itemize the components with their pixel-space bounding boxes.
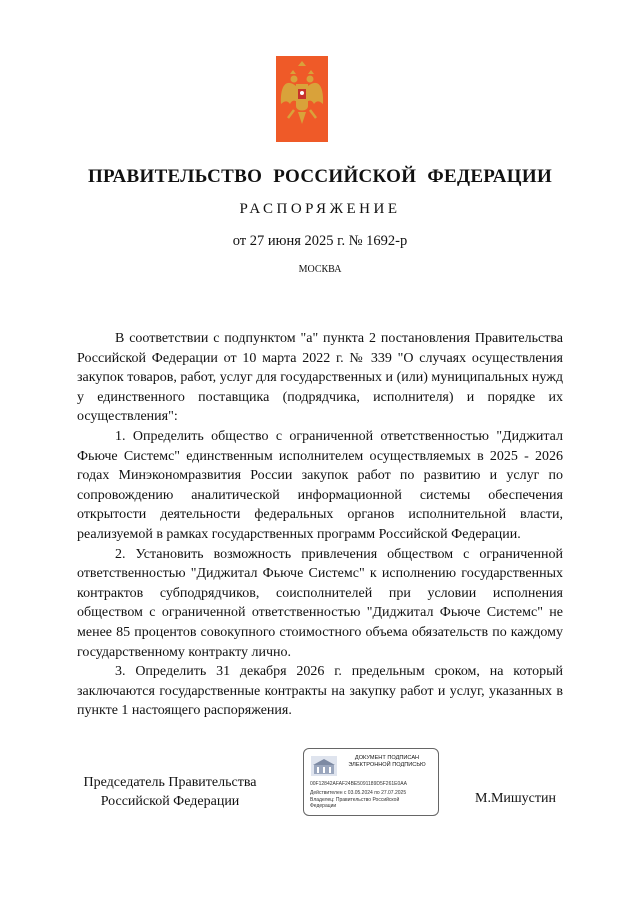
- government-title: ПРАВИТЕЛЬСТВО РОССИЙСКОЙ ФЕДЕРАЦИИ: [87, 166, 553, 187]
- stamp-title-line-1: ДОКУМЕНТ ПОДПИСАН: [354, 755, 420, 761]
- signatory-position-line-2: Российской Федерации: [100, 794, 240, 809]
- preamble-paragraph: В соответствии с подпунктом "а" пункта 2 постановления Правительства Российской Федерации от 10 марта 2022 г. № 339 "О случаях осуществления закупок товаров, работ, услуг для государственных и (или) муниципальных нужд у единственного поставщика (подрядчика, исполнителя) и порядке их осуществления":: [77, 331, 563, 425]
- document-body: [77, 329, 563, 721]
- stamp-validity: Действителен с 03.05.2024 по 27.07.2025: [310, 790, 407, 796]
- clause-3-paragraph: 3. Определить 31 декабря 2026 г. предельным сроком, на который заключаются государственные контракты на закупку работ и услуг, указанных в пункте 1 настоящего распоряжения.: [77, 664, 563, 719]
- document-city: МОСКВА: [298, 264, 342, 275]
- signatory-position-line-1: Председатель Правительства: [83, 775, 257, 790]
- signatory-position: [75, 773, 265, 811]
- stamp-certificate: 00F12842AFAF24BE5091189D5F261E0AA: [310, 781, 407, 787]
- stamp-owner-line-2: Федерации: [310, 803, 337, 809]
- document-date-number: от 27 июня 2025 г. № 1692-р: [232, 233, 408, 249]
- clause-2-paragraph: 2. Установить возможность привлечения обществом с ограниченной ответственностью "Диджитал Фьюче Системс" к исполнению государственных контрактов субподрядчиков, соисполнителей при условии исполнения обществом с ограниченной ответственностью "Диджитал Фьюче Системс" не менее 85 процентов совокупного стоимостного объема обязательств по каждому государственному контракту лично.: [77, 546, 563, 660]
- clause-1-paragraph: 1. Определить общество с ограниченной ответственностью "Диджитал Фьюче Системс" единственным исполнителем осуществляемых в 2025 - 2026 годах Минэкономразвития России закупок работ по развитию и услуг по сопровождению аналитической информационной системы обеспечения открытости деятельности федеральных органов исполнительной власти, реализуемой в рамках государственных программ Российской Федерации.: [77, 428, 563, 542]
- stamp-owner-line-1: Владелец: Правительство Российской: [310, 797, 400, 803]
- document-type: РАСПОРЯЖЕНИЕ: [239, 201, 401, 217]
- double-headed-eagle-icon: [276, 56, 328, 142]
- government-building-icon: [311, 756, 337, 776]
- electronic-signature-stamp: [303, 748, 439, 816]
- stamp-title: [340, 755, 434, 769]
- signatory-name: М.Мишустин: [475, 791, 556, 806]
- stamp-title-line-2: ЭЛЕКТРОННОЙ ПОДПИСЬЮ: [348, 762, 426, 768]
- coat-of-arms-emblem: [276, 56, 328, 142]
